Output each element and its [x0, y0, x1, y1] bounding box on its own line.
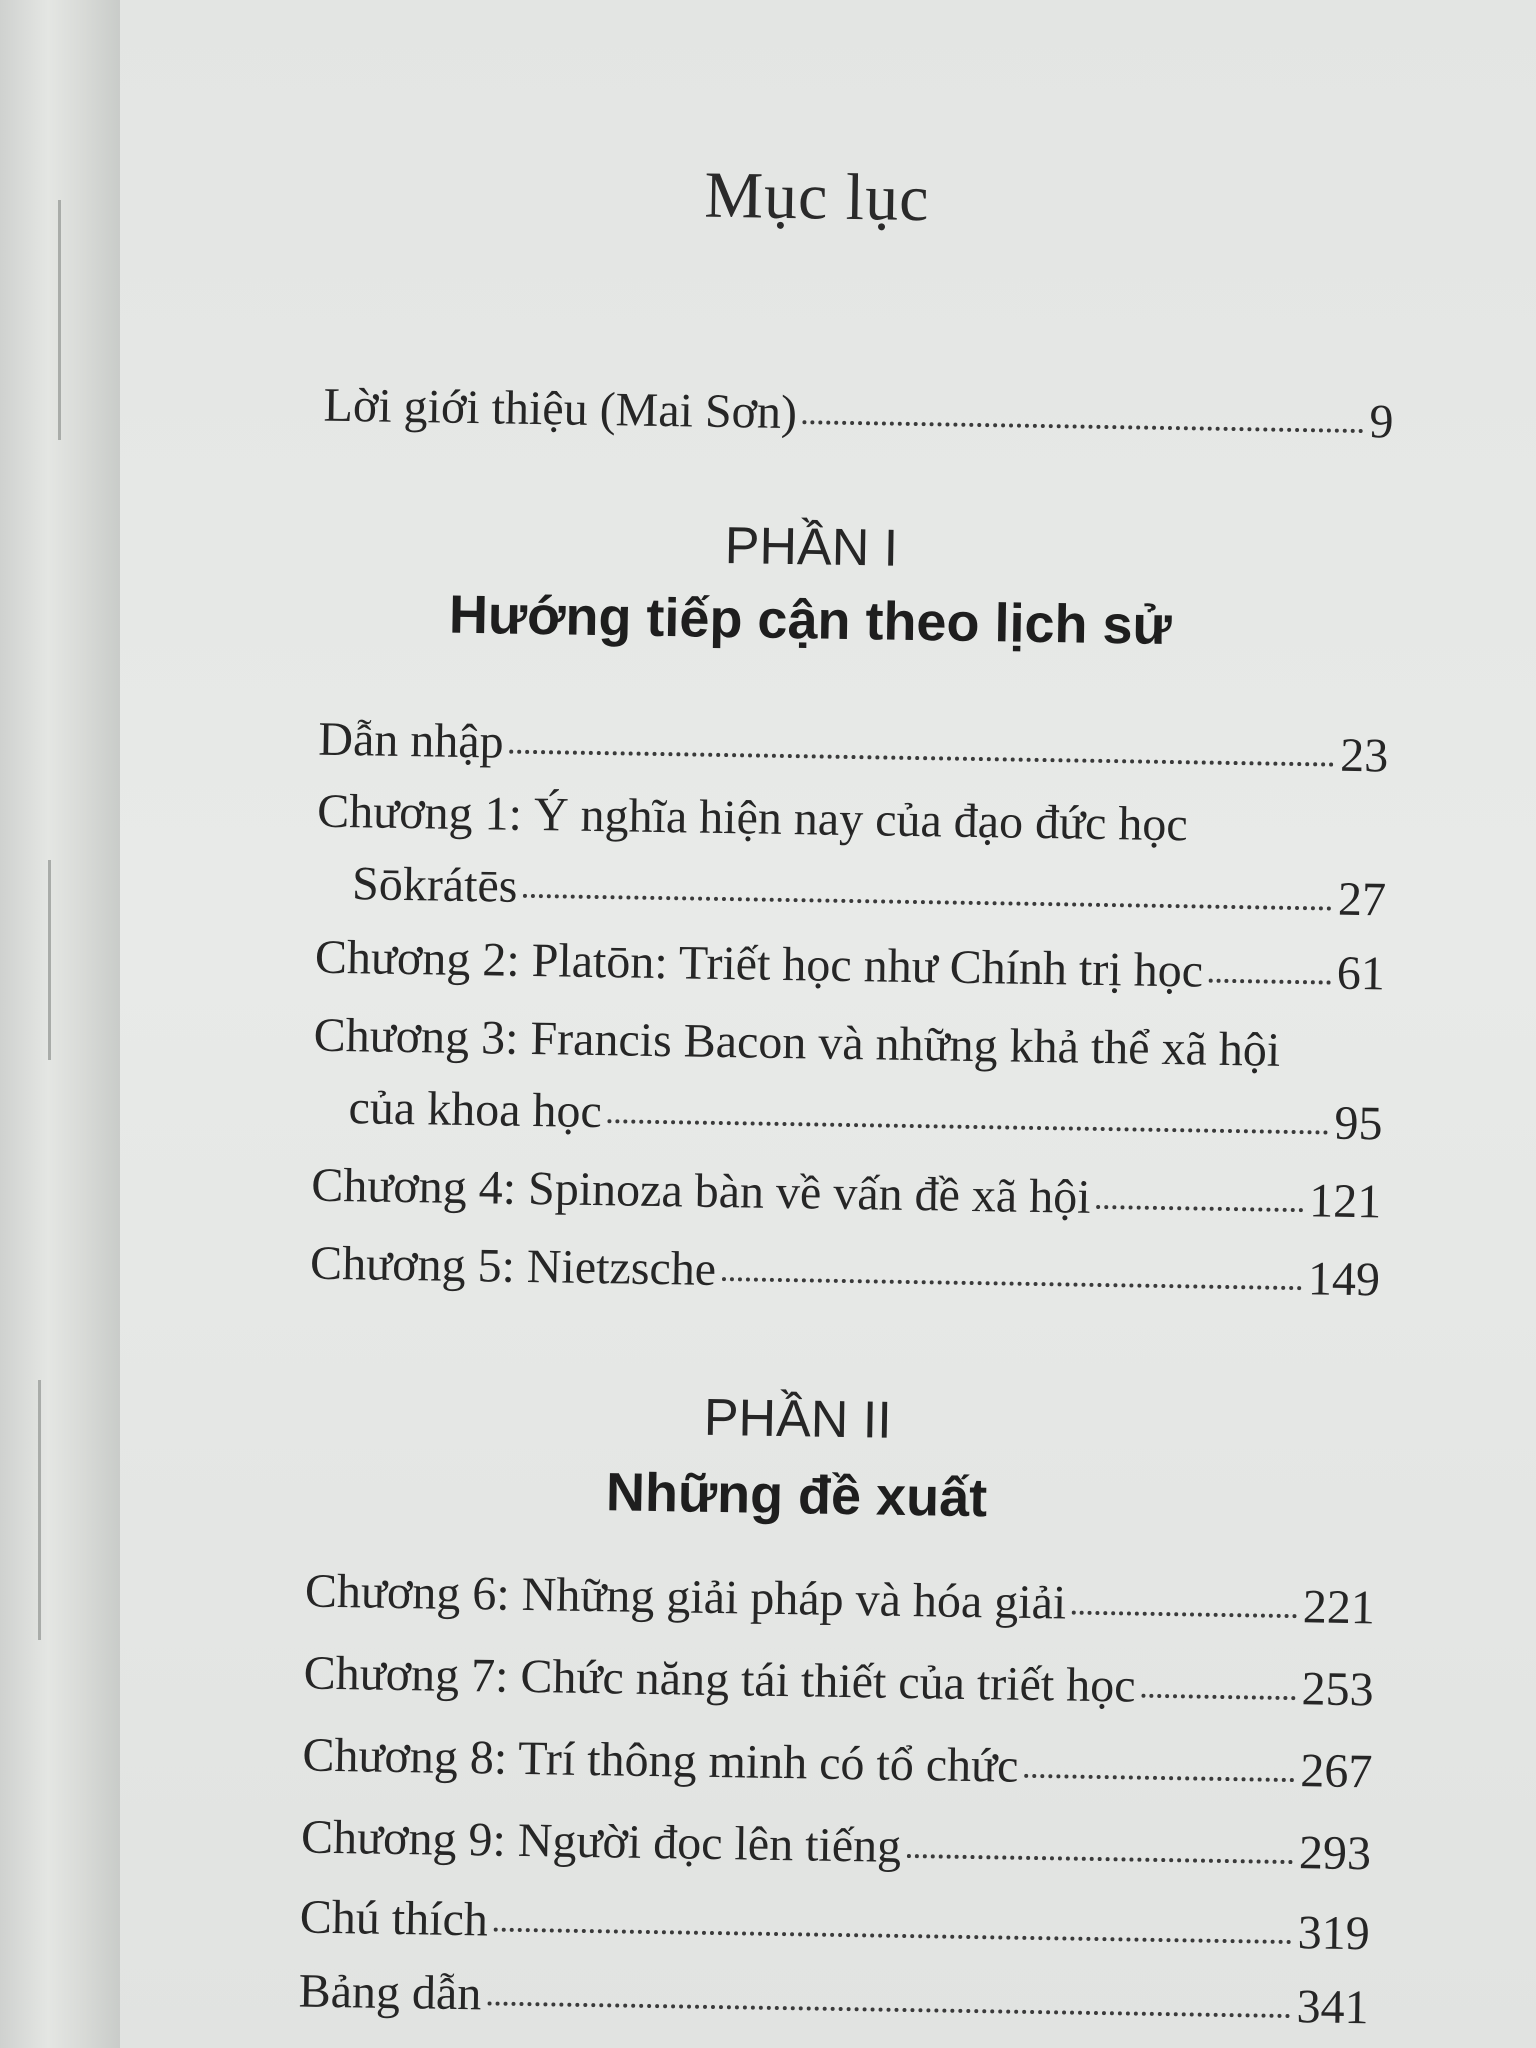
toc-entry-label: Dẫn nhập — [317, 712, 505, 769]
toc-entry — [314, 930, 1386, 1001]
toc-page-number: 341 — [1296, 1980, 1370, 2035]
spine-crease — [38, 1380, 41, 1640]
toc-entry — [299, 1890, 1371, 1961]
dot-leader — [1141, 1694, 1295, 1700]
toc-entry-label: Bảng dẫn — [298, 1964, 482, 2021]
toc-page-number: 23 — [1339, 728, 1389, 783]
toc-entry-label: Chương 9: Người đọc lên tiếng — [300, 1810, 902, 1873]
toc-page-number: 149 — [1307, 1252, 1381, 1307]
book-page — [120, 0, 1536, 2048]
dot-leader — [722, 1277, 1302, 1290]
dot-leader — [487, 2001, 1290, 2018]
toc-entry-label: Chú thích — [299, 1890, 489, 1947]
part-1-label: PHẦN I — [724, 516, 899, 578]
toc-page-number: 9 — [1369, 395, 1394, 449]
toc-entry-label-continued: của khoa học — [348, 1081, 603, 1139]
dot-leader — [1072, 1611, 1297, 1619]
toc-entry-label: Chương 7: Chức năng tái thiết của triết học — [303, 1646, 1136, 1713]
toc-entry-intro — [323, 378, 1394, 449]
toc-entry-label: Chương 6: Những giải pháp và hóa giải — [304, 1564, 1067, 1630]
dot-leader — [803, 420, 1364, 433]
toc-page-number: 319 — [1297, 1906, 1371, 1961]
toc-entry-label-continued: Sōkrátēs — [351, 857, 518, 913]
toc-entry-label: Chương 4: Spinoza bàn về vấn đề xã hội — [310, 1158, 1091, 1224]
toc-page-number: 267 — [1299, 1744, 1373, 1799]
toc-entry-label: Chương 3: Francis Bacon và những khả thể xã hội — [313, 1008, 1281, 1077]
toc-entry — [300, 1810, 1372, 1881]
dot-leader — [1096, 1205, 1303, 1212]
table-of-contents — [220, 0, 1420, 2035]
toc-page-number: 221 — [1302, 1580, 1376, 1635]
toc-entry — [298, 1964, 1370, 2035]
toc-entry-label: Chương 1: Ý nghĩa hiện nay của đạo đức học — [316, 784, 1189, 852]
dot-leader — [509, 750, 1334, 767]
page-title: Mục lục — [703, 158, 931, 236]
toc-entry-label: Chương 8: Trí thông minh có tổ chức — [302, 1728, 1019, 1793]
toc-entry — [309, 1236, 1381, 1307]
dot-leader — [907, 1854, 1293, 1864]
toc-page-number: 121 — [1308, 1174, 1382, 1229]
spine-crease — [48, 860, 51, 1060]
toc-entry-label: Chương 2: Platōn: Triết học như Chính trị học — [314, 930, 1204, 998]
dot-leader — [1024, 1774, 1294, 1782]
dot-leader — [608, 1119, 1329, 1134]
toc-entry — [302, 1728, 1373, 1799]
book-spine — [0, 0, 120, 2048]
toc-page-number: 253 — [1301, 1662, 1375, 1717]
dot-leader — [494, 1928, 1292, 1945]
toc-page-number: 61 — [1336, 946, 1386, 1001]
part-2-label: PHẦN II — [703, 1388, 893, 1450]
toc-entry-label: Lời giới thiệu (Mai Sơn) — [323, 378, 798, 440]
part-2-title: Những đề xuất — [605, 1462, 988, 1529]
toc-entry — [303, 1646, 1375, 1717]
toc-entry — [316, 784, 1388, 927]
part-1-title: Hướng tiếp cận theo lịch sử — [448, 584, 1173, 657]
toc-page-number: 95 — [1334, 1096, 1383, 1151]
toc-entry — [312, 1008, 1384, 1151]
dot-leader — [1209, 979, 1331, 985]
spine-crease — [58, 200, 61, 440]
toc-entry — [304, 1564, 1376, 1635]
dot-leader — [523, 894, 1332, 911]
toc-entry — [317, 712, 1389, 783]
toc-page-number: 27 — [1337, 872, 1387, 927]
toc-page-number: 293 — [1298, 1826, 1372, 1881]
toc-entry — [310, 1158, 1382, 1229]
toc-entry-label: Chương 5: Nietzsche — [309, 1236, 717, 1296]
